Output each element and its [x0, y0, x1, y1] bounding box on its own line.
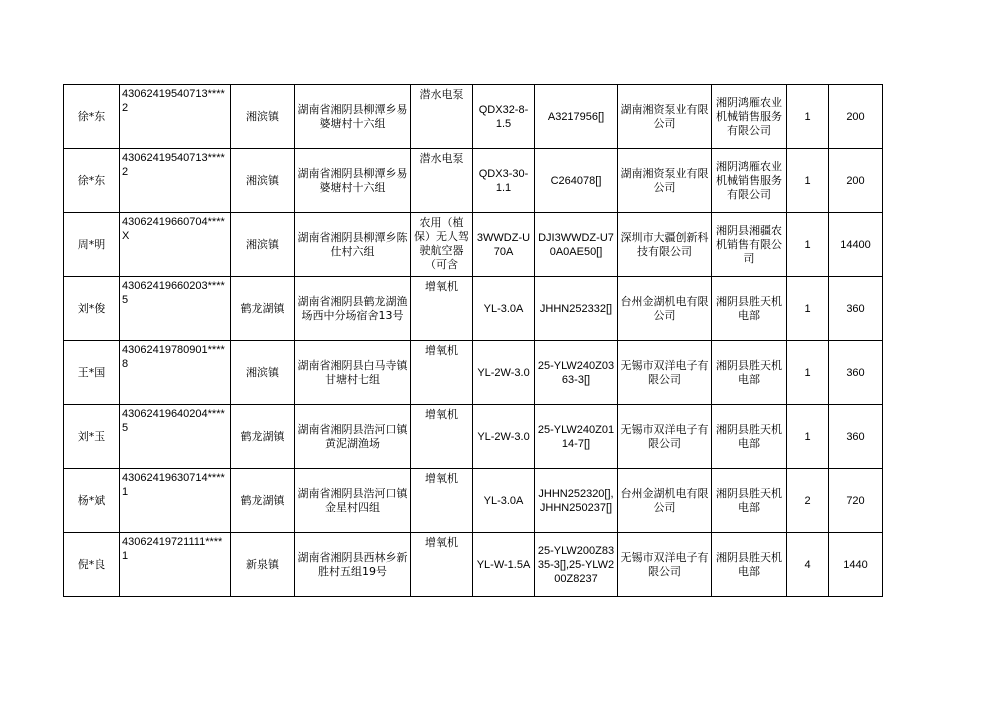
- serial-number-cell: DJI3WWDZ-U70A0AE50[]: [535, 213, 618, 277]
- subsidy-amount-cell: 360: [829, 405, 883, 469]
- table-row: [64, 85, 883, 149]
- dealer-cell: 湘阴鸿雁农业机械销售服务有限公司: [712, 85, 787, 149]
- table-row: [64, 149, 883, 213]
- model-cell: YL-2W-3.0: [473, 341, 535, 405]
- model-cell: YL-W-1.5A: [473, 533, 535, 597]
- dealer-cell: 湘阴县胜天机电部: [712, 533, 787, 597]
- manufacturer-cell: 深圳市大疆创新科技有限公司: [618, 213, 712, 277]
- dealer-cell: 湘阴县湘疆农机销售有限公司: [712, 213, 787, 277]
- dealer-cell: 湘阴县胜天机电部: [712, 341, 787, 405]
- subsidy-amount-cell: 200: [829, 149, 883, 213]
- model-cell: YL-2W-3.0: [473, 405, 535, 469]
- dealer-cell: 湘阴县胜天机电部: [712, 405, 787, 469]
- town-cell: 湘滨镇: [231, 149, 295, 213]
- id-number-cell: 43062419660704****X: [120, 213, 231, 277]
- manufacturer-cell: 无锡市双洋电子有限公司: [618, 405, 712, 469]
- product-name-cell: 潜水电泵: [411, 149, 473, 213]
- quantity-cell: 1: [787, 149, 829, 213]
- town-cell: 鹤龙湖镇: [231, 405, 295, 469]
- address-cell: 湖南省湘阴县西林乡新胜村五组19号: [295, 533, 411, 597]
- manufacturer-cell: 台州金湖机电有限公司: [618, 277, 712, 341]
- serial-number-cell: 25-YLW240Z0363-3[]: [535, 341, 618, 405]
- subsidy-amount-cell: 360: [829, 341, 883, 405]
- subsidy-amount-cell: 14400: [829, 213, 883, 277]
- table-row: [64, 405, 883, 469]
- id-number-cell: 43062419721111****1: [120, 533, 231, 597]
- address-cell: 湖南省湘阴县白马寺镇甘塘村七组: [295, 341, 411, 405]
- subsidy-amount-cell: 360: [829, 277, 883, 341]
- buyer-name-cell: 周*明: [64, 213, 120, 277]
- buyer-name-cell: 王*国: [64, 341, 120, 405]
- buyer-name-cell: 倪*良: [64, 533, 120, 597]
- address-cell: 湖南省湘阴县柳潭乡易婆塘村十六组: [295, 85, 411, 149]
- product-name-cell: 增氧机: [411, 533, 473, 597]
- town-cell: 鹤龙湖镇: [231, 277, 295, 341]
- serial-number-cell: 25-YLW240Z0114-7[]: [535, 405, 618, 469]
- town-cell: 湘滨镇: [231, 341, 295, 405]
- town-cell: 湘滨镇: [231, 213, 295, 277]
- buyer-name-cell: 徐*东: [64, 85, 120, 149]
- subsidy-amount-cell: 200: [829, 85, 883, 149]
- id-number-cell: 43062419640204****5: [120, 405, 231, 469]
- product-name-cell: 增氧机: [411, 277, 473, 341]
- town-cell: 湘滨镇: [231, 85, 295, 149]
- buyer-name-cell: 刘*俊: [64, 277, 120, 341]
- table-row: [64, 277, 883, 341]
- model-cell: QDX32-8-1.5: [473, 85, 535, 149]
- manufacturer-cell: 无锡市双洋电子有限公司: [618, 341, 712, 405]
- id-number-cell: 43062419630714****1: [120, 469, 231, 533]
- quantity-cell: 1: [787, 213, 829, 277]
- address-cell: 湖南省湘阴县柳潭乡易婆塘村十六组: [295, 149, 411, 213]
- dealer-cell: 湘阴县胜天机电部: [712, 469, 787, 533]
- product-name-cell: 农用（植保）无人驾驶航空器（可含: [411, 213, 473, 277]
- buyer-name-cell: 刘*玉: [64, 405, 120, 469]
- address-cell: 湖南省湘阴县柳潭乡陈仕村六组: [295, 213, 411, 277]
- manufacturer-cell: 湖南湘资泵业有限公司: [618, 85, 712, 149]
- serial-number-cell: C264078[]: [535, 149, 618, 213]
- quantity-cell: 1: [787, 405, 829, 469]
- quantity-cell: 1: [787, 341, 829, 405]
- address-cell: 湖南省湘阴县鹤龙湖渔场西中分场宿舍13号: [295, 277, 411, 341]
- subsidy-table-sheet: [63, 84, 883, 597]
- model-cell: YL-3.0A: [473, 469, 535, 533]
- manufacturer-cell: 台州金湖机电有限公司: [618, 469, 712, 533]
- product-name-cell: 增氧机: [411, 341, 473, 405]
- manufacturer-cell: 湖南湘资泵业有限公司: [618, 149, 712, 213]
- serial-number-cell: A3217956[]: [535, 85, 618, 149]
- table-row: [64, 469, 883, 533]
- quantity-cell: 1: [787, 85, 829, 149]
- town-cell: 新泉镇: [231, 533, 295, 597]
- serial-number-cell: JHHN252332[]: [535, 277, 618, 341]
- model-cell: QDX3-30-1.1: [473, 149, 535, 213]
- table-row: [64, 533, 883, 597]
- table-body: [64, 85, 883, 597]
- model-cell: 3WWDZ-U70A: [473, 213, 535, 277]
- address-cell: 湖南省湘阴县浩河口镇黄泥湖渔场: [295, 405, 411, 469]
- subsidy-amount-cell: 1440: [829, 533, 883, 597]
- model-cell: YL-3.0A: [473, 277, 535, 341]
- quantity-cell: 1: [787, 277, 829, 341]
- quantity-cell: 4: [787, 533, 829, 597]
- product-name-cell: 增氧机: [411, 469, 473, 533]
- dealer-cell: 湘阴县胜天机电部: [712, 277, 787, 341]
- dealer-cell: 湘阴鸿雁农业机械销售服务有限公司: [712, 149, 787, 213]
- buyer-name-cell: 徐*东: [64, 149, 120, 213]
- address-cell: 湖南省湘阴县浩河口镇金星村四组: [295, 469, 411, 533]
- subsidy-amount-cell: 720: [829, 469, 883, 533]
- manufacturer-cell: 无锡市双洋电子有限公司: [618, 533, 712, 597]
- product-name-cell: 增氧机: [411, 405, 473, 469]
- id-number-cell: 43062419660203****5: [120, 277, 231, 341]
- quantity-cell: 2: [787, 469, 829, 533]
- id-number-cell: 43062419780901****8: [120, 341, 231, 405]
- serial-number-cell: JHHN252320[],JHHN250237[]: [535, 469, 618, 533]
- serial-number-cell: 25-YLW200Z8335-3[],25-YLW200Z8237: [535, 533, 618, 597]
- product-name-cell: 潜水电泵: [411, 85, 473, 149]
- id-number-cell: 43062419540713****2: [120, 85, 231, 149]
- town-cell: 鹤龙湖镇: [231, 469, 295, 533]
- subsidy-table: [63, 84, 883, 597]
- id-number-cell: 43062419540713****2: [120, 149, 231, 213]
- table-row: [64, 341, 883, 405]
- table-row: [64, 213, 883, 277]
- buyer-name-cell: 杨*斌: [64, 469, 120, 533]
